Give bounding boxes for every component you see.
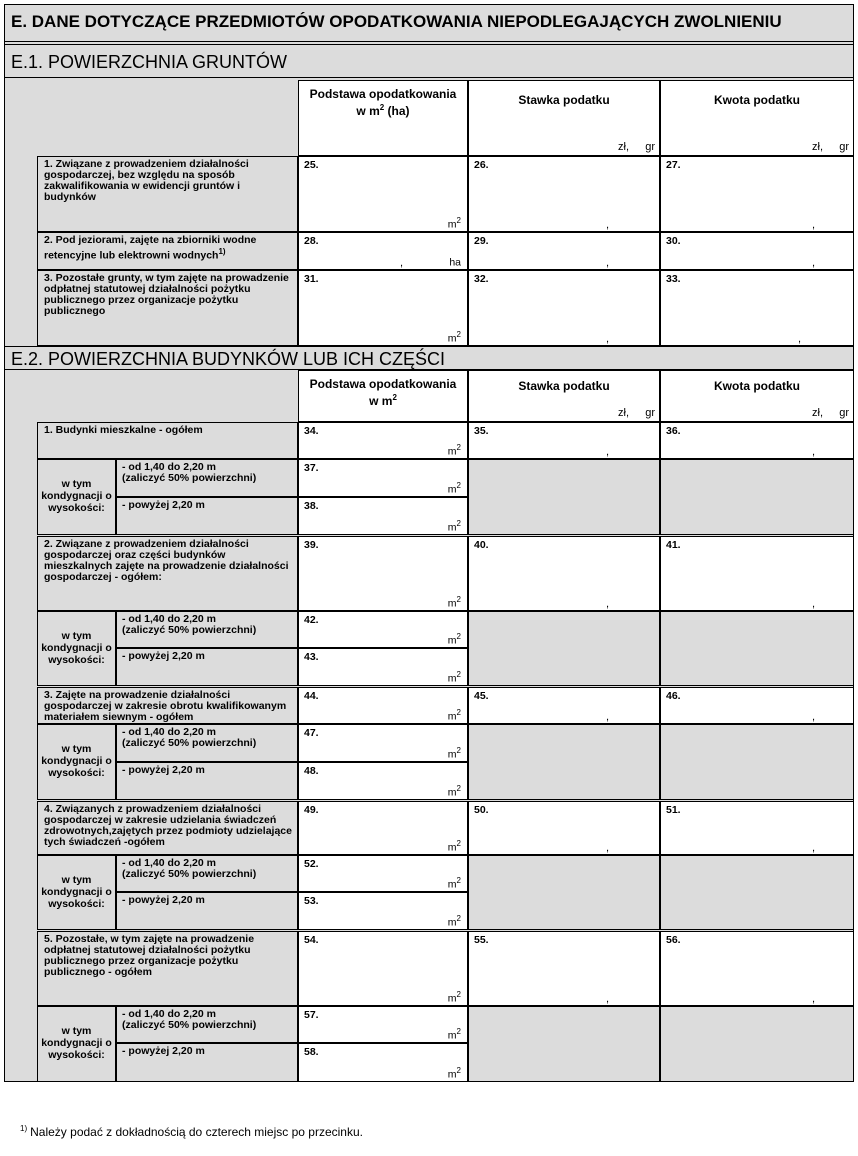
- sub-label-high: [116, 762, 298, 800]
- sub-label-high-text: - powyżej 2,20 m: [122, 499, 205, 511]
- e1-row-label: [37, 270, 298, 346]
- unit-text: m: [447, 332, 457, 344]
- field-number: 53.: [304, 895, 319, 907]
- e1-row-label-text: [38, 157, 297, 203]
- sub-label-high: [116, 497, 298, 535]
- decimal-separator: ,: [605, 219, 609, 231]
- unit-sup: 2: [456, 480, 461, 490]
- decimal-separator: ,: [811, 711, 815, 723]
- unit-text: m: [447, 841, 457, 853]
- decimal-separator: ,: [811, 257, 815, 269]
- field-number: 27.: [666, 159, 681, 171]
- currency-zl: zł,: [812, 141, 823, 153]
- unit-sup: 2: [456, 329, 461, 339]
- field-number: 58.: [304, 1046, 319, 1058]
- e2-unit: [448, 1027, 461, 1042]
- decimal-separator: ,: [811, 219, 815, 231]
- e2-rate-field[interactable]: [468, 931, 660, 1006]
- decimal-separator: ,: [605, 993, 609, 1005]
- e2-unit: [448, 839, 461, 854]
- e2-sub-high-field[interactable]: [298, 1043, 468, 1082]
- unit-text: m: [447, 521, 457, 533]
- sub-label-high-text: - powyżej 2,20 m: [122, 894, 205, 906]
- header-base-text: [299, 81, 467, 118]
- e2-group-label-text: 5. Pozostałe, w tym zajęte na prowadzenie odpłatnej statutowej działalności pożytku publicznego przez organizacje pożytku publicznego - ogółem: [44, 933, 255, 978]
- currency-zl: zł,: [618, 407, 629, 419]
- unit-text: m: [447, 445, 457, 457]
- in-which-label-text: w tym kondygnacji o wysokości:: [41, 629, 112, 666]
- sub-label-low: [116, 1006, 298, 1043]
- e2-unit: [448, 784, 461, 799]
- e1-row-label-text: [38, 233, 297, 262]
- e1-rate-field[interactable]: [468, 156, 660, 232]
- section-e2-title-text: E.2. POWIERZCHNIA BUDYNKÓW LUB ICH CZĘŚCI: [11, 349, 446, 369]
- e2-group-label-text: 4. Związanych z prowadzeniem działalności gospodarczej w zakresie udzielania świadczeń zdrowotnych,zajętych przez podmioty udzielające tych świadczeń -ogółem: [44, 803, 292, 848]
- e2-unit: [448, 670, 461, 685]
- e2-sub-rate-empty: [468, 724, 660, 800]
- sub-label-low: [116, 611, 298, 648]
- e1-row-label: [37, 232, 298, 270]
- e2-base-field[interactable]: [298, 422, 468, 459]
- sub-label-high-text: - powyżej 2,20 m: [122, 1045, 205, 1057]
- unit-text: m: [447, 634, 457, 646]
- field-number: 41.: [666, 539, 681, 551]
- unit-text: m: [447, 1068, 457, 1080]
- in-which-label: [37, 611, 116, 686]
- currency-gr: gr: [645, 141, 655, 153]
- sub-label-low: [116, 459, 298, 497]
- e1-base-field[interactable]: [298, 270, 468, 346]
- in-which-label: [37, 1006, 116, 1082]
- e2-group-label-text: 3. Zajęte na prowadzenie działalności gospodarczej w zakresie obrotu kwalifikowanym materiałem siewnym - ogółem: [44, 689, 287, 723]
- e1-row-label-main: 3. Pozostałe grunty, w tym zajęte na prowadzenie odpłatnej statutowej działalności pożytku publicznego przez organizacje pożytku publicznego: [44, 272, 289, 317]
- unit-text: m: [447, 597, 457, 609]
- section-e-title-text: E. DANE DOTYCZĄCE PRZEDMIOTÓW OPODATKOWANIA NIEPODLEGAJĄCYCH ZWOLNIENIU: [11, 12, 782, 31]
- unit-sup: 2: [456, 594, 461, 604]
- e2-sub-amount-empty: [660, 855, 854, 930]
- e2-sub-high-field[interactable]: [298, 648, 468, 686]
- sub-label-low-text: - od 1,40 do 2,20 m (zaliczyć 50% powierzchni): [122, 461, 257, 484]
- unit-text: m: [447, 672, 457, 684]
- e2-unit: [448, 519, 461, 534]
- field-number: 52.: [304, 858, 319, 870]
- e2-sub-rate-empty: [468, 855, 660, 930]
- e2-group-label: [37, 931, 298, 1006]
- footnote-text: Należy podać z dokładnością do czterech miejsc po przecinku.: [30, 1125, 363, 1139]
- header-base-text: [299, 371, 467, 408]
- unit-sup: 2: [456, 1026, 461, 1036]
- unit-sup: 2: [456, 838, 461, 848]
- e2-sub-rate-empty: [468, 1006, 660, 1082]
- unit-sup: 2: [456, 442, 461, 452]
- field-number: 50.: [474, 804, 489, 816]
- header-rate-text: Stawka podatku: [518, 93, 610, 107]
- currency-zl: zł,: [812, 407, 823, 419]
- e1-row-label-main: 2. Pod jeziorami, zajęte na zbiorniki wodne retencyjne lub elektrowni wodnych: [44, 234, 257, 262]
- footnote-mark: 1): [20, 1124, 28, 1133]
- e2-group-label: [37, 801, 298, 855]
- sub-label-low-text: - od 1,40 do 2,20 m (zaliczyć 50% powierzchni): [122, 613, 257, 636]
- e2-sub-low-field[interactable]: [298, 855, 468, 892]
- field-number: 43.: [304, 651, 319, 663]
- e2-unit: [448, 914, 461, 929]
- header-unit-suffix: (ha): [384, 104, 410, 118]
- e2-sub-amount-empty: [660, 724, 854, 800]
- unit-sup: 2: [456, 783, 461, 793]
- in-which-label-text: w tym kondygnacji o wysokości:: [41, 743, 112, 779]
- unit-text: m: [447, 748, 457, 760]
- sub-label-low-text: - od 1,40 do 2,20 m (zaliczyć 50% powierzchni): [122, 1008, 257, 1031]
- e2-unit: [448, 595, 461, 610]
- e1-unit: [448, 330, 461, 345]
- field-number: 33.: [666, 273, 681, 285]
- e1-base-field[interactable]: [298, 232, 468, 270]
- e2-unit: [448, 443, 461, 458]
- unit-sup: 2: [456, 631, 461, 641]
- e2-unit: [448, 481, 461, 496]
- header-unit-prefix: w m: [369, 394, 393, 408]
- field-number: 39.: [304, 539, 319, 551]
- unit-sup: 2: [456, 707, 461, 717]
- e2-rate-field[interactable]: [468, 801, 660, 855]
- unit-sup: 2: [456, 669, 461, 679]
- unit-text: m: [447, 786, 457, 798]
- decimal-separator: ,: [605, 598, 609, 610]
- e1-row-label: [37, 156, 298, 232]
- e1-rate-field[interactable]: [468, 232, 660, 270]
- e2-amount-field[interactable]: [660, 931, 854, 1006]
- unit-text: m: [447, 916, 457, 928]
- unit-sup: 2: [456, 989, 461, 999]
- e2-amount-field[interactable]: [660, 422, 854, 459]
- unit-text: m: [447, 992, 457, 1004]
- currency-gr: gr: [645, 407, 655, 419]
- field-number: 46.: [666, 690, 681, 702]
- e2-base-field[interactable]: [298, 687, 468, 724]
- section-e2-title: [4, 346, 854, 370]
- field-number: 25.: [304, 159, 319, 171]
- e2-rate-field[interactable]: [468, 422, 660, 459]
- e1-row-label-main: 1. Związane z prowadzeniem działalności gospodarczej, bez względu na sposób zakwalifikowania w ewidencji gruntów i budynków: [44, 158, 249, 203]
- e2-sub-high-field[interactable]: [298, 497, 468, 535]
- in-which-label-text: w tym kondygnacji o wysokości:: [41, 478, 112, 514]
- section-e-title: [4, 4, 854, 42]
- sub-label-low-text: - od 1,40 do 2,20 m (zaliczyć 50% powierzchni): [122, 857, 257, 880]
- unit-text: m: [447, 483, 457, 495]
- in-which-label: [37, 855, 116, 930]
- decimal-separator: ,: [605, 842, 609, 854]
- field-number: 40.: [474, 539, 489, 551]
- e2-unit: [448, 746, 461, 761]
- field-number: 26.: [474, 159, 489, 171]
- currency-gr: gr: [839, 141, 849, 153]
- decimal-separator: ,: [605, 257, 609, 269]
- e2-base-field[interactable]: [298, 801, 468, 855]
- e1-rate-field[interactable]: [468, 270, 660, 346]
- e2-group-label: [37, 422, 298, 459]
- unit-sup: 2: [456, 518, 461, 528]
- e1-row-label-text: [38, 271, 297, 317]
- e2-sub-low-field[interactable]: [298, 611, 468, 648]
- in-which-label-text: w tym kondygnacji o wysokości:: [41, 1025, 112, 1061]
- sub-label-high-text: - powyżej 2,20 m: [122, 650, 205, 662]
- e1-unit: [449, 254, 461, 269]
- e1-amount-field[interactable]: [660, 232, 854, 270]
- e2-rate-field[interactable]: [468, 536, 660, 611]
- sub-label-low-text: - od 1,40 do 2,20 m (zaliczyć 50% powierzchni): [122, 726, 257, 749]
- e2-base-field[interactable]: [298, 536, 468, 611]
- footnote: [20, 1124, 620, 1144]
- field-number: 57.: [304, 1009, 319, 1021]
- header-amount-text: Kwota podatku: [714, 93, 800, 107]
- e2-group-label: [37, 687, 298, 724]
- field-number: 47.: [304, 727, 319, 739]
- e1-unit: [448, 216, 461, 231]
- field-number: 48.: [304, 765, 319, 777]
- in-which-label: [37, 459, 116, 535]
- decimal-separator: ,: [399, 257, 403, 269]
- section-e1-title-text: E.1. POWIERZCHNIA GRUNTÓW: [11, 52, 288, 72]
- decimal-separator: ,: [811, 446, 815, 458]
- field-number: 42.: [304, 614, 319, 626]
- section-e1-title: [4, 44, 854, 78]
- decimal-separator: ,: [811, 993, 815, 1005]
- header-amount: [660, 80, 854, 156]
- e2-sub-amount-empty: [660, 459, 854, 535]
- header-unit-sup: 2: [392, 393, 397, 402]
- e1-amount-field[interactable]: [660, 156, 854, 232]
- e2-sub-amount-empty: [660, 611, 854, 686]
- unit-sup: 2: [456, 215, 461, 225]
- field-number: 30.: [666, 235, 681, 247]
- field-number: 45.: [474, 690, 489, 702]
- unit-sup: 2: [456, 1065, 461, 1075]
- unit-sup: 2: [456, 913, 461, 923]
- field-number: 31.: [304, 273, 319, 285]
- e2-sub-low-field[interactable]: [298, 459, 468, 497]
- e2-sub-high-field[interactable]: [298, 762, 468, 800]
- e2-sub-high-field[interactable]: [298, 892, 468, 930]
- header-base-line1: Podstawa opodatkowania: [309, 377, 457, 391]
- decimal-separator: ,: [811, 842, 815, 854]
- sub-label-high: [116, 892, 298, 930]
- e2-rate-field[interactable]: [468, 687, 660, 724]
- header-base-line2: [299, 391, 467, 408]
- field-number: 44.: [304, 690, 319, 702]
- e2-sub-rate-empty: [468, 611, 660, 686]
- decimal-separator: ,: [605, 711, 609, 723]
- unit-text: ha: [449, 256, 461, 268]
- e2-group-label-text: 2. Związane z prowadzeniem działalności gospodarczej oraz części budynków mieszkalnych zajęte na prowadzenie działalności gospodarczej - ogółem:: [44, 538, 289, 583]
- field-number: 28.: [304, 235, 319, 247]
- e2-sub-rate-empty: [468, 459, 660, 535]
- e2-sub-amount-empty: [660, 1006, 854, 1082]
- header-rate: [468, 80, 660, 156]
- unit-sup: 2: [456, 745, 461, 755]
- e2-base-field[interactable]: [298, 931, 468, 1006]
- field-number: 51.: [666, 804, 681, 816]
- e2-amount-field[interactable]: [660, 687, 854, 724]
- unit-sup: 2: [456, 875, 461, 885]
- unit-text: m: [447, 1029, 457, 1041]
- header-amount: [660, 370, 854, 422]
- field-number: 36.: [666, 425, 681, 437]
- e2-sub-low-field[interactable]: [298, 724, 468, 762]
- decimal-separator: ,: [797, 333, 801, 345]
- e2-sub-low-field[interactable]: [298, 1006, 468, 1043]
- header-base-line2: [299, 101, 467, 118]
- e2-unit: [448, 876, 461, 891]
- footnote-ref: 1): [218, 247, 226, 256]
- header-base-line1: Podstawa opodatkowania: [309, 87, 457, 101]
- field-number: 55.: [474, 934, 489, 946]
- field-number: 35.: [474, 425, 489, 437]
- field-number: 37.: [304, 462, 319, 474]
- decimal-separator: ,: [605, 446, 609, 458]
- e2-unit: [448, 1066, 461, 1081]
- e2-group-label: [37, 536, 298, 611]
- e2-amount-field[interactable]: [660, 801, 854, 855]
- in-which-label-text: w tym kondygnacji o wysokości:: [41, 873, 112, 910]
- field-number: 49.: [304, 804, 319, 816]
- decimal-separator: ,: [605, 333, 609, 345]
- header-base: [298, 80, 468, 156]
- sub-label-high: [116, 1043, 298, 1082]
- field-number: 29.: [474, 235, 489, 247]
- sub-label-high-text: - powyżej 2,20 m: [122, 764, 205, 776]
- field-number: 38.: [304, 500, 319, 512]
- field-number: 54.: [304, 934, 319, 946]
- header-unit-sup: 2: [379, 103, 385, 112]
- decimal-separator: ,: [811, 598, 815, 610]
- currency-zl: zł,: [618, 141, 629, 153]
- sub-label-low: [116, 724, 298, 762]
- sub-label-high: [116, 648, 298, 686]
- in-which-label: [37, 724, 116, 800]
- e2-group-label-text: 1. Budynki mieszkalne - ogółem: [44, 424, 203, 436]
- e2-amount-field[interactable]: [660, 536, 854, 611]
- header-rate: [468, 370, 660, 422]
- field-number: 34.: [304, 425, 319, 437]
- unit-text: m: [447, 218, 457, 230]
- e1-amount-field[interactable]: [660, 270, 854, 346]
- e2-unit: [448, 632, 461, 647]
- field-number: 56.: [666, 934, 681, 946]
- header-unit-prefix: w m: [356, 104, 380, 118]
- e1-base-field[interactable]: [298, 156, 468, 232]
- header-amount-text: Kwota podatku: [714, 379, 800, 393]
- header-base: [298, 370, 468, 422]
- currency-gr: gr: [839, 407, 849, 419]
- e2-unit: [448, 990, 461, 1005]
- field-number: 32.: [474, 273, 489, 285]
- sub-label-low: [116, 855, 298, 892]
- unit-text: m: [447, 710, 457, 722]
- unit-text: m: [447, 878, 457, 890]
- e2-unit: [448, 708, 461, 723]
- header-rate-text: Stawka podatku: [518, 379, 610, 393]
